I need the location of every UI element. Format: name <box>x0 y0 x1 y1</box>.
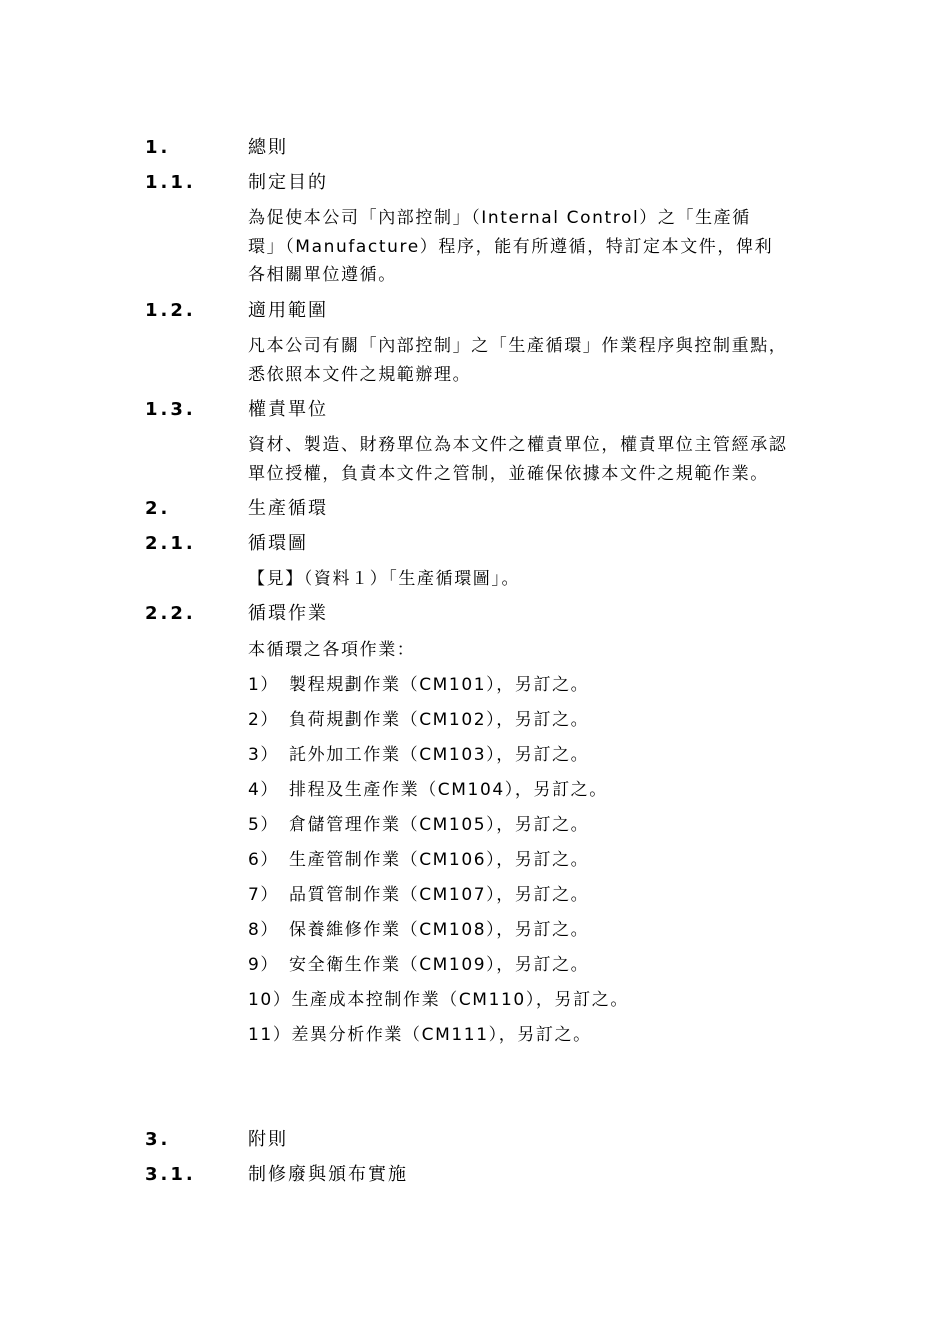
section-number: 1.1. <box>145 172 196 193</box>
list-item-text: 生產管制作業（CM106），另訂之。 <box>289 850 590 870</box>
list-item <box>248 1021 592 1049</box>
list-item <box>248 776 608 804</box>
list-item <box>248 671 589 699</box>
section-title: 適用範圍 <box>248 300 328 321</box>
section-2-1-body <box>248 565 808 594</box>
section-number: 3. <box>145 1129 171 1150</box>
list-item <box>248 706 589 734</box>
section-1-heading <box>0 134 950 162</box>
list-item-text: 安全衛生作業（CM109），另訂之。 <box>289 955 590 975</box>
section-2-2-heading <box>0 600 950 628</box>
section-2-2-intro: 本循環之各項作業： <box>248 640 416 660</box>
list-item-text: 託外加工作業（CM103），另訂之。 <box>289 745 590 765</box>
section-3-1-heading <box>0 1161 950 1189</box>
body-line: 單位授權，負責本文件之管制，並確保依據本文件之規範作業。 <box>248 463 769 484</box>
section-number: 1. <box>145 137 171 158</box>
list-item-index: 5） <box>248 815 280 835</box>
section-1-3-body <box>248 431 808 488</box>
section-1-2-body <box>248 332 808 389</box>
list-item <box>248 741 589 769</box>
list-item-text: 製程規劃作業（CM101），另訂之。 <box>289 675 590 695</box>
list-item-index: 10） <box>248 990 292 1010</box>
body-line: 【見】（資料１）「生產循環圖」。 <box>248 569 521 589</box>
list-item <box>248 986 629 1014</box>
list-item-text: 倉儲管理作業（CM105），另訂之。 <box>289 815 590 835</box>
list-item <box>248 846 589 874</box>
list-item-index: 3） <box>248 745 280 765</box>
section-2-heading <box>0 495 950 523</box>
section-title: 生產循環 <box>248 498 328 519</box>
section-title: 制修廢與頒布實施 <box>248 1164 408 1185</box>
body-line: 悉依照本文件之規範辦理。 <box>248 364 472 385</box>
section-number: 2. <box>145 498 171 519</box>
list-item-index: 7） <box>248 885 280 905</box>
list-item-text: 品質管制作業（CM107），另訂之。 <box>289 885 590 905</box>
section-number: 1.3. <box>145 399 196 420</box>
section-number: 2.2. <box>145 603 196 624</box>
list-item-text: 負荷規劃作業（CM102），另訂之。 <box>289 710 590 730</box>
section-number: 3.1. <box>145 1164 196 1185</box>
section-1-1-body <box>248 204 808 290</box>
list-item-index: 4） <box>248 780 280 800</box>
list-item-index: 2） <box>248 710 280 730</box>
list-item <box>248 811 589 839</box>
list-item-text: 保養維修作業（CM108），另訂之。 <box>289 920 590 940</box>
list-item <box>248 916 589 944</box>
body-line: 資材、製造、財務單位為本文件之權責單位，權責單位主管經承認 <box>248 435 788 455</box>
body-line: 為促使本公司「內部控制」（Internal Control）之「生產循 <box>248 208 751 228</box>
section-number: 1.2. <box>145 300 196 321</box>
section-title: 循環作業 <box>248 603 328 624</box>
list-item-text: 生產成本控制作業（CM110），另訂之。 <box>291 990 629 1010</box>
list-item <box>248 881 589 909</box>
list-item-text: 差異分析作業（CM111），另訂之。 <box>291 1025 592 1045</box>
list-item-index: 8） <box>248 920 280 940</box>
section-1-2-heading <box>0 297 950 325</box>
section-title: 循環圖 <box>248 533 308 554</box>
section-title: 權責單位 <box>248 399 328 420</box>
list-item-text: 排程及生產作業（CM104），另訂之。 <box>289 780 608 800</box>
section-1-1-heading <box>0 169 950 197</box>
section-title: 制定目的 <box>248 172 328 193</box>
section-title: 附則 <box>248 1129 288 1150</box>
section-2-1-heading <box>0 530 950 558</box>
list-item-index: 1） <box>248 675 280 695</box>
list-item <box>248 951 589 979</box>
list-item-index: 9） <box>248 955 280 975</box>
list-item-index: 6） <box>248 850 280 870</box>
body-line: 環」（Manufacture）程序，能有所遵循，特訂定本文件，俾利 <box>248 236 774 257</box>
section-1-3-heading <box>0 396 950 424</box>
body-line: 各相關單位遵循。 <box>248 265 397 285</box>
section-number: 2.1. <box>145 533 196 554</box>
list-item-index: 11） <box>248 1025 292 1045</box>
body-line: 凡本公司有關「內部控制」之「生產循環」作業程序與控制重點， <box>248 336 788 356</box>
section-3-heading <box>0 1126 950 1154</box>
section-title: 總則 <box>248 137 288 158</box>
